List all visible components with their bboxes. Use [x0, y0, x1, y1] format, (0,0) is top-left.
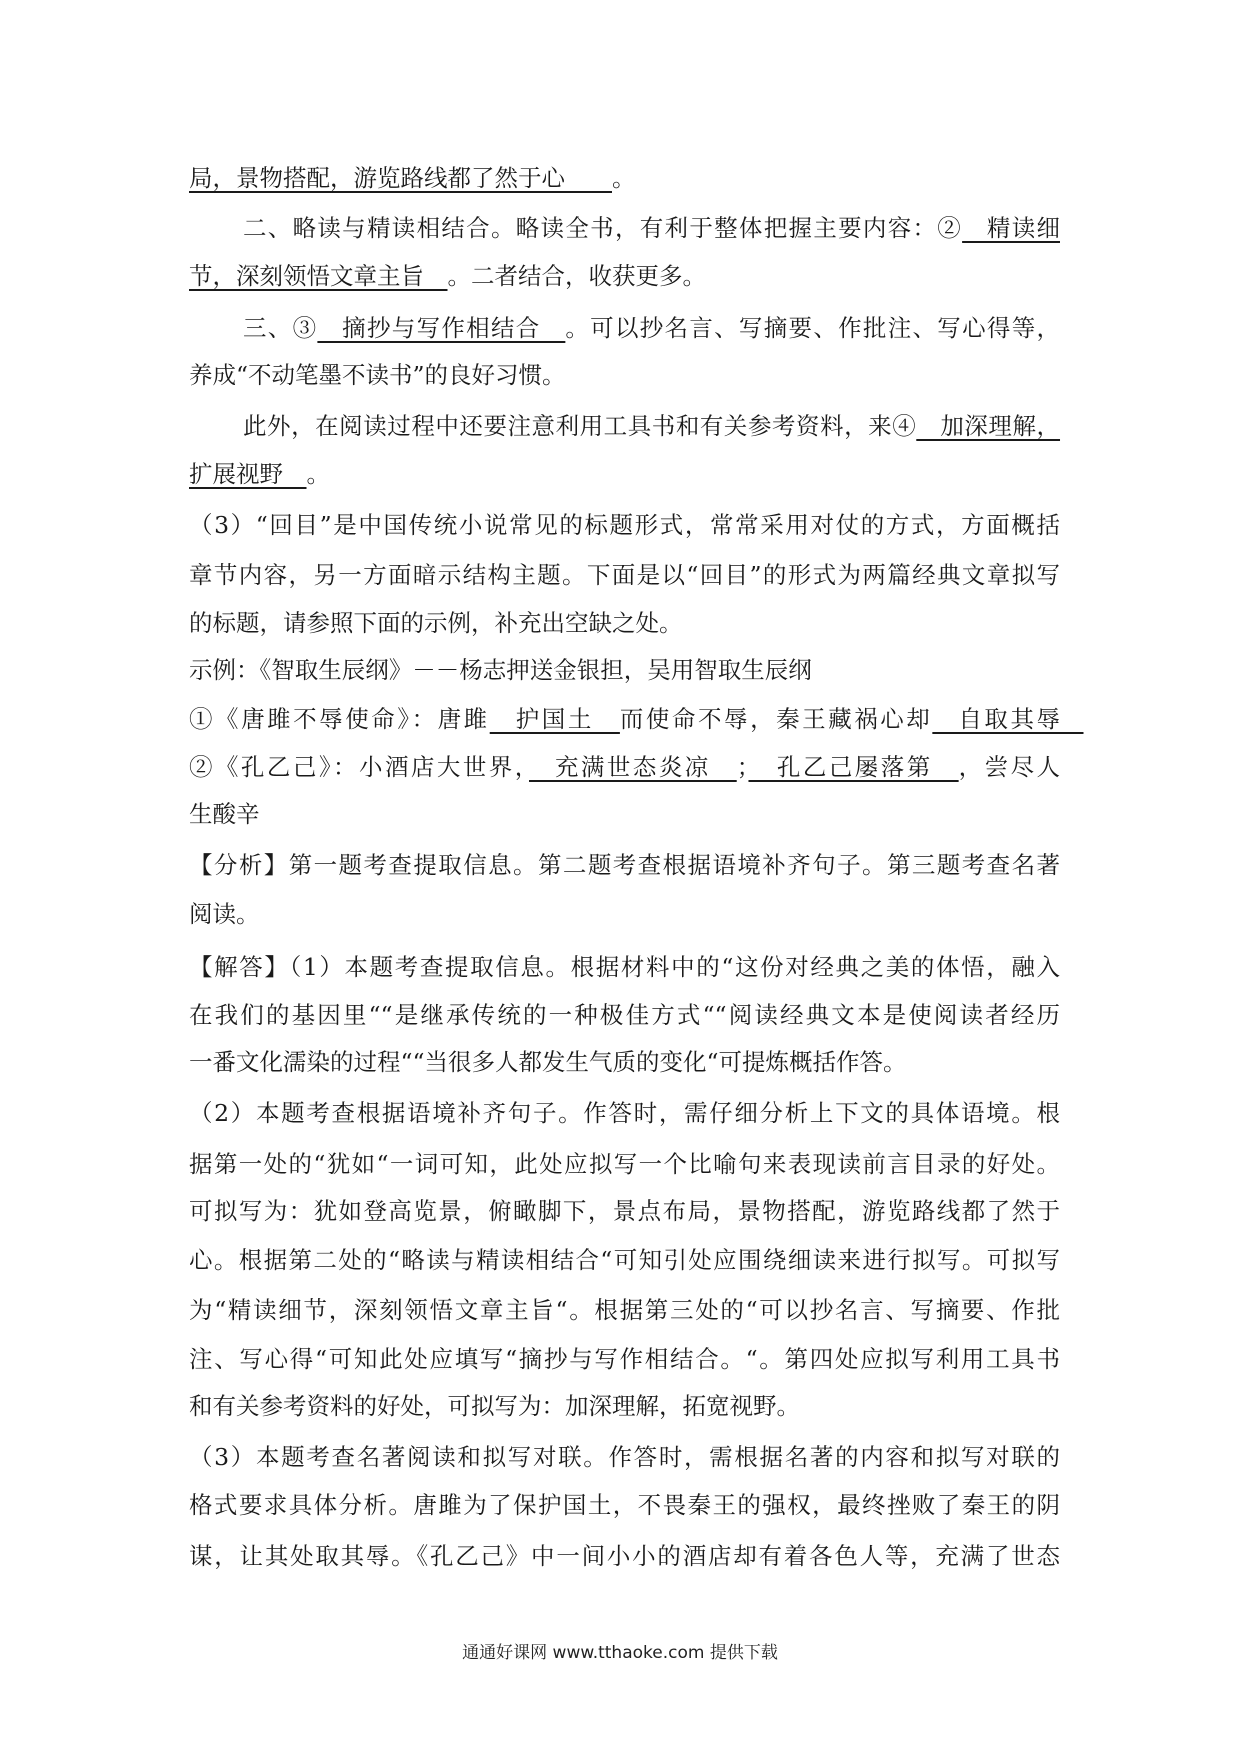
text-segment: ； — [736, 753, 749, 781]
text-line — [189, 457, 1060, 491]
solution-line — [189, 1488, 1060, 1522]
text-segment: ①《唐雎不辱使命》：唐雎 — [189, 705, 490, 733]
text-segment: 章节内容，另一方面暗示结构主题。下面是以“回目”的形式为两篇经典文章拟写 — [189, 561, 1060, 589]
text-segment: 。 — [306, 460, 330, 488]
question-line — [189, 508, 1060, 542]
text-segment: 和有关参考资料的好处，可拟写为：加深理解，拓宽视野。 — [189, 1392, 800, 1420]
text-line — [243, 211, 1060, 245]
answer-blank: 精读细 — [962, 214, 1060, 242]
page-footer: 通通好课网 www.tthaoke.com 提供下载 — [462, 1643, 778, 1663]
answer-line — [189, 797, 1060, 831]
text-line — [189, 358, 1060, 392]
text-segment: 示例：《智取生辰纲》－－杨志押送金银担，吴用智取生辰纲 — [189, 656, 812, 684]
solution-line — [189, 1045, 1060, 1079]
example-line — [189, 653, 1060, 687]
solution-line — [189, 1243, 1060, 1277]
text-line — [189, 161, 1060, 195]
answer-blank: 加深理解， — [916, 412, 1061, 440]
text-segment: 。可以抄名言、写摘要、作批注、写心得等， — [565, 314, 1060, 342]
text-segment: ，尝尽人 — [958, 753, 1061, 781]
text-segment: （3）本题考查名著阅读和拟写对联。作答时，需根据名著的内容和拟写对联的 — [189, 1443, 1060, 1471]
question-line — [189, 558, 1060, 592]
text-segment: 【分析】第一题考查提取信息。第二题考查根据语境补齐句子。第三题考查名著 — [189, 851, 1060, 879]
solution-line — [189, 950, 1060, 984]
text-segment: 可拟写为：犹如登高览景，俯瞰脚下，景点布局，景物搭配，游览路线都了然于 — [189, 1197, 1060, 1225]
text-segment: 。 — [612, 164, 636, 192]
question-line — [189, 606, 1060, 640]
text-segment: 在我们的基因里““是继承传统的一种极佳方式““阅读经典文本是使阅读者经历 — [189, 1001, 1060, 1029]
answer-blank: 局，景物搭配，游览路线都了然于心 — [189, 164, 612, 192]
answer-line — [189, 750, 1060, 784]
text-segment: （2）本题考查根据语境补齐句子。作答时，需仔细分析上下文的具体语境。根 — [189, 1099, 1060, 1127]
text-segment: 的标题，请参照下面的示例，补充出空缺之处。 — [189, 609, 683, 637]
answer-blank: 充满世态炎凉 — [529, 753, 737, 781]
solution-line — [189, 1096, 1060, 1130]
solution-line — [189, 1440, 1060, 1474]
text-segment: 格式要求具体分析。唐雎为了保护国土，不畏秦王的强权，最终挫败了秦王的阴 — [189, 1491, 1060, 1519]
text-segment: 二、略读与精读相结合。略读全书，有利于整体把握主要内容：② — [243, 214, 963, 242]
text-segment: 而使命不辱，秦王藏祸心却 — [619, 705, 933, 733]
solution-line — [189, 998, 1060, 1032]
solution-line — [189, 1539, 1060, 1573]
text-segment: （3）“回目”是中国传统小说常见的标题形式，常常采用对仗的方式，方面概括 — [189, 511, 1060, 539]
answer-blank: 摘抄与写作相结合 — [317, 314, 566, 342]
text-segment: 【解答】（1）本题考查提取信息。根据材料中的“这份对经典之美的体悟，融入 — [189, 953, 1060, 981]
text-segment: 此外，在阅读过程中还要注意利用工具书和有关参考资料，来④ — [243, 412, 917, 440]
solution-line — [189, 1342, 1060, 1376]
text-line — [243, 409, 1060, 443]
text-segment: 阅读。 — [189, 900, 260, 928]
answer-line — [189, 702, 1084, 736]
text-segment: ②《孔乙己》：小酒店大世界， — [189, 753, 529, 781]
text-segment: 谋，让其处取其辱。《孔乙己》中一间小小的酒店却有着各色人等，充满了世态 — [189, 1542, 1060, 1570]
solution-line — [189, 1293, 1060, 1327]
text-segment: 三、③ — [243, 314, 318, 342]
text-segment: 一番文化濡染的过程““当很多人都发生气质的变化“可提炼概括作答。 — [189, 1048, 907, 1076]
text-segment: 据第一处的“犹如“一词可知，此处应拟写一个比喻句来表现读前言目录的好处。 — [189, 1150, 1060, 1178]
answer-blank: 节，深刻领悟文章主旨 — [189, 262, 448, 290]
text-segment: 生酸辛 — [189, 800, 260, 828]
text-segment: 养成“不动笔墨不读书”的良好习惯。 — [189, 361, 566, 389]
analysis-line — [189, 897, 1060, 931]
solution-line — [189, 1147, 1060, 1181]
text-segment: 。二者结合，收获更多。 — [447, 262, 706, 290]
answer-blank: 护国土 — [489, 705, 620, 733]
text-line — [243, 311, 1060, 345]
text-segment: 为“精读细节，深刻领悟文章主旨“。根据第三处的“可以抄名言、写摘要、作批 — [189, 1296, 1060, 1324]
analysis-line — [189, 848, 1060, 882]
solution-line — [189, 1194, 1060, 1228]
text-segment: 心。根据第二处的“略读与精读相结合“可知引处应围绕细读来进行拟写。可拟写 — [189, 1246, 1060, 1274]
solution-line — [189, 1389, 1060, 1423]
text-line — [189, 259, 1060, 293]
answer-blank: 自取其辱 — [932, 705, 1084, 733]
answer-blank: 孔乙己屡落第 — [748, 753, 959, 781]
answer-blank: 扩展视野 — [189, 460, 307, 488]
text-segment: 注、写心得“可知此处应填写“摘抄与写作相结合。“。第四处应拟写利用工具书 — [189, 1345, 1060, 1373]
